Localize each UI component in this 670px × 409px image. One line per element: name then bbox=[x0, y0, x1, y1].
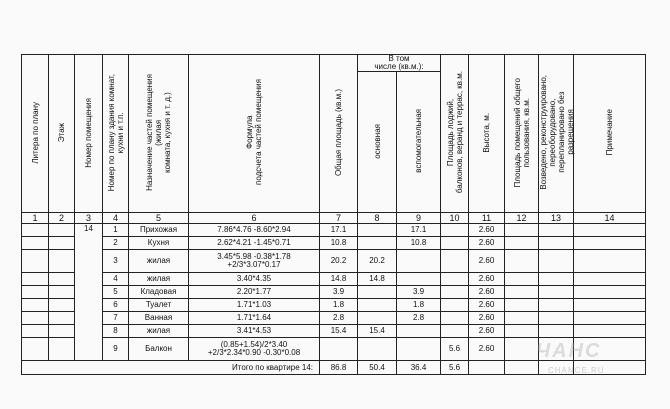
cell-unauthorized bbox=[539, 224, 574, 237]
column-number: 8 bbox=[358, 213, 397, 224]
total-common bbox=[505, 361, 539, 375]
header-etazh: Этаж bbox=[49, 55, 75, 213]
watermark: ЧАНС bbox=[536, 340, 602, 362]
cell-common bbox=[505, 299, 539, 312]
cell-aux: 1.8 bbox=[397, 299, 441, 312]
table-row bbox=[22, 325, 646, 338]
cell-main: 14.8 bbox=[358, 273, 397, 286]
cell-balcony bbox=[441, 237, 469, 250]
table-row bbox=[22, 237, 646, 250]
cell-num: 8 bbox=[103, 325, 129, 338]
cell-litera bbox=[22, 325, 49, 338]
cell-litera bbox=[22, 250, 49, 273]
cell-name: Туалет bbox=[129, 299, 189, 312]
cell-total: 1.8 bbox=[320, 299, 358, 312]
cell-num: 7 bbox=[103, 312, 129, 325]
cell-main bbox=[358, 237, 397, 250]
cell-unauthorized bbox=[539, 325, 574, 338]
cell-main bbox=[358, 312, 397, 325]
table-row bbox=[22, 312, 646, 325]
cell-balcony bbox=[441, 299, 469, 312]
table-row bbox=[22, 250, 646, 273]
cell-note bbox=[574, 224, 646, 237]
cell-formula: 2.62*4.21 -1.45*0.71 bbox=[189, 237, 320, 250]
cell-num: 1 bbox=[103, 224, 129, 237]
column-number: 7 bbox=[320, 213, 358, 224]
cell-litera bbox=[22, 338, 49, 361]
cell-aux: 17.1 bbox=[397, 224, 441, 237]
column-number: 3 bbox=[75, 213, 103, 224]
cell-balcony bbox=[441, 273, 469, 286]
cell-etazh bbox=[49, 325, 75, 338]
cell-note bbox=[574, 250, 646, 273]
cell-total: 2.8 bbox=[320, 312, 358, 325]
header-vozvedeno: Возведено, реконструировано, переоборудовано, перепланировано без разрешения bbox=[539, 55, 574, 213]
header-obshchaya-ploshchad: Общая площадь (кв.м.) bbox=[320, 55, 358, 213]
cell-etazh bbox=[49, 224, 75, 237]
cell-litera bbox=[22, 273, 49, 286]
cell-unauthorized bbox=[539, 250, 574, 273]
cell-balcony bbox=[441, 312, 469, 325]
cell-name: Балкон bbox=[129, 338, 189, 361]
cell-note bbox=[574, 237, 646, 250]
cell-height: 2.60 bbox=[469, 338, 505, 361]
table-row bbox=[22, 224, 646, 237]
table-row bbox=[22, 299, 646, 312]
total-area: 86.8 bbox=[320, 361, 358, 375]
cell-litera bbox=[22, 237, 49, 250]
cell-formula: 3.45*5.98 -0.38*1.78 +2/3*3.07*0.17 bbox=[189, 250, 320, 273]
cell-formula: 3.40*4.35 bbox=[189, 273, 320, 286]
total-aux: 36.4 bbox=[397, 361, 441, 375]
column-number: 1 bbox=[22, 213, 49, 224]
cell-main: 20.2 bbox=[358, 250, 397, 273]
cell-common bbox=[505, 286, 539, 299]
header-vspomogatelnaya: вспомогательная bbox=[397, 72, 441, 213]
total-height bbox=[469, 361, 505, 375]
cell-height: 2.60 bbox=[469, 237, 505, 250]
cell-height: 2.60 bbox=[469, 250, 505, 273]
cell-balcony bbox=[441, 325, 469, 338]
header-row-top bbox=[22, 55, 646, 72]
cell-aux: 2.8 bbox=[397, 312, 441, 325]
header-ploshchad-obshchego: Площадь помещений общего пользования, кв.м. bbox=[505, 55, 539, 213]
total-balcony: 5.6 bbox=[441, 361, 469, 375]
cell-main bbox=[358, 224, 397, 237]
cell-total: 3.9 bbox=[320, 286, 358, 299]
cell-num: 9 bbox=[103, 338, 129, 361]
cell-name: Кладовая bbox=[129, 286, 189, 299]
cell-formula: 7.86*4.76 -8.60*2.94 bbox=[189, 224, 320, 237]
cell-height: 2.60 bbox=[469, 286, 505, 299]
cell-name: Ванная bbox=[129, 312, 189, 325]
cell-num: 6 bbox=[103, 299, 129, 312]
cell-name: Кухня bbox=[129, 237, 189, 250]
cell-height: 2.60 bbox=[469, 299, 505, 312]
cell-common bbox=[505, 237, 539, 250]
cell-note bbox=[574, 286, 646, 299]
column-number: 2 bbox=[49, 213, 75, 224]
cell-name: жилая bbox=[129, 273, 189, 286]
column-number: 5 bbox=[129, 213, 189, 224]
cell-aux bbox=[397, 338, 441, 361]
column-number: 13 bbox=[539, 213, 574, 224]
cell-balcony bbox=[441, 224, 469, 237]
cell-main: 15.4 bbox=[358, 325, 397, 338]
cell-etazh bbox=[49, 312, 75, 325]
watermark-sub: CHANCE.RU bbox=[548, 366, 605, 375]
cell-total: 14.8 bbox=[320, 273, 358, 286]
column-number-row bbox=[22, 213, 646, 224]
cell-common bbox=[505, 312, 539, 325]
table-row bbox=[22, 273, 646, 286]
cell-etazh bbox=[49, 273, 75, 286]
cell-total: 15.4 bbox=[320, 325, 358, 338]
cell-name: жилая bbox=[129, 325, 189, 338]
cell-common bbox=[505, 273, 539, 286]
cell-num: 3 bbox=[103, 250, 129, 273]
cell-aux bbox=[397, 250, 441, 273]
cell-main bbox=[358, 299, 397, 312]
header-formula: Формула подсчета частей помещения bbox=[189, 55, 320, 213]
column-number: 14 bbox=[574, 213, 646, 224]
cell-height: 2.60 bbox=[469, 312, 505, 325]
column-number: 11 bbox=[469, 213, 505, 224]
cell-litera bbox=[22, 312, 49, 325]
cell-total bbox=[320, 338, 358, 361]
column-number: 6 bbox=[189, 213, 320, 224]
cell-height: 2.60 bbox=[469, 273, 505, 286]
cell-name: Прихожая bbox=[129, 224, 189, 237]
cell-note bbox=[574, 312, 646, 325]
cell-note bbox=[574, 273, 646, 286]
cell-etazh bbox=[49, 237, 75, 250]
explication-table bbox=[21, 54, 646, 375]
header-nomer-pomeshcheniya: Номер помещения bbox=[75, 55, 103, 213]
cell-balcony bbox=[441, 286, 469, 299]
cell-room-group: 14 bbox=[75, 224, 103, 361]
cell-etazh bbox=[49, 250, 75, 273]
cell-name: жилая bbox=[129, 250, 189, 273]
header-nomer-po-planu: Номер по плану здания комнат, кухни и т.п. bbox=[103, 55, 129, 213]
header-v-tom-chisle: В том числе (кв.м.): bbox=[358, 55, 441, 72]
total-label: Итого по квартире 14: bbox=[22, 361, 320, 375]
cell-formula: 1.71*1.64 bbox=[189, 312, 320, 325]
header-primechanie: Примечание bbox=[574, 55, 646, 213]
cell-etazh bbox=[49, 299, 75, 312]
cell-main bbox=[358, 338, 397, 361]
cell-formula: (0.85+1.54)/2*3.40 +2/3*2.34*0.90 -0.30*0.08 bbox=[189, 338, 320, 361]
cell-common bbox=[505, 224, 539, 237]
cell-aux: 10.8 bbox=[397, 237, 441, 250]
header-osnovnaya: основная bbox=[358, 72, 397, 213]
cell-formula: 2.20*1.77 bbox=[189, 286, 320, 299]
cell-litera bbox=[22, 224, 49, 237]
cell-litera bbox=[22, 286, 49, 299]
cell-unauthorized bbox=[539, 237, 574, 250]
header-naznachenie: Назначение частей помещения (жилая комната, кухня и т. д.) bbox=[129, 55, 189, 213]
cell-etazh bbox=[49, 286, 75, 299]
header-litera: Литера по плану bbox=[22, 55, 49, 213]
header-vysota: Высота, м. bbox=[469, 55, 505, 213]
cell-common bbox=[505, 325, 539, 338]
cell-aux bbox=[397, 325, 441, 338]
cell-total: 10.8 bbox=[320, 237, 358, 250]
cell-formula: 3.41*4.53 bbox=[189, 325, 320, 338]
cell-num: 2 bbox=[103, 237, 129, 250]
cell-aux bbox=[397, 273, 441, 286]
cell-etazh bbox=[49, 338, 75, 361]
cell-main bbox=[358, 286, 397, 299]
header-ploshchad-lodzhiy: Площадь лоджий, балконов, веранд и террас, кв.м. bbox=[441, 55, 469, 213]
cell-num: 4 bbox=[103, 273, 129, 286]
cell-height: 2.60 bbox=[469, 224, 505, 237]
cell-unauthorized bbox=[539, 286, 574, 299]
cell-num: 5 bbox=[103, 286, 129, 299]
cell-balcony: 5.6 bbox=[441, 338, 469, 361]
cell-total: 20.2 bbox=[320, 250, 358, 273]
total-main: 50.4 bbox=[358, 361, 397, 375]
cell-unauthorized bbox=[539, 299, 574, 312]
cell-total: 17.1 bbox=[320, 224, 358, 237]
column-number: 4 bbox=[103, 213, 129, 224]
table-row bbox=[22, 286, 646, 299]
cell-unauthorized bbox=[539, 273, 574, 286]
cell-common bbox=[505, 250, 539, 273]
cell-height: 2.60 bbox=[469, 325, 505, 338]
cell-aux: 3.9 bbox=[397, 286, 441, 299]
column-number: 10 bbox=[441, 213, 469, 224]
cell-balcony bbox=[441, 250, 469, 273]
cell-note bbox=[574, 325, 646, 338]
cell-formula: 1.71*1.03 bbox=[189, 299, 320, 312]
cell-litera bbox=[22, 299, 49, 312]
column-number: 12 bbox=[505, 213, 539, 224]
cell-common bbox=[505, 338, 539, 361]
cell-note bbox=[574, 299, 646, 312]
column-number: 9 bbox=[397, 213, 441, 224]
cell-unauthorized bbox=[539, 312, 574, 325]
